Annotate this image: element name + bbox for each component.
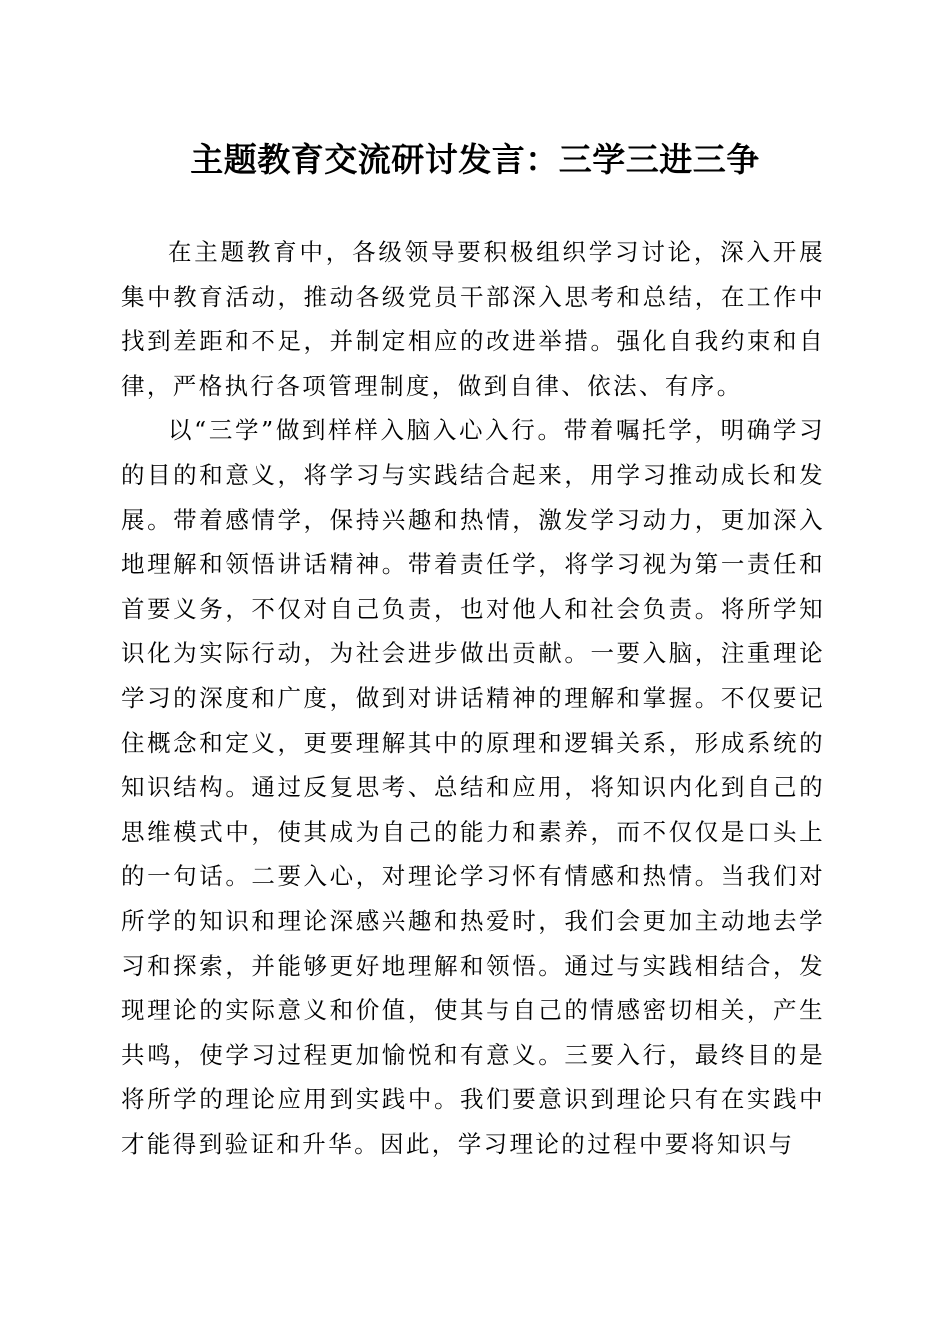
- paragraph-intro: 在主题教育中，各级领导要积极组织学习讨论，深入开展集中教育活动，推动各级党员干部深入思考和总结，在工作中找到差距和不足，并制定相应的改进举措。强化自我约束和自律，严格执行各项管理制度，做到自律、依法、有序。: [121, 238, 825, 400]
- document-title: 主题教育交流研讨发言：三学三进三争: [190, 140, 760, 179]
- document-body: [121, 230, 825, 1166]
- paragraph-san-xue: 以“三学”做到样样入脑入心入行。带着嘱托学，明确学习的目的和意义，将学习与实践结合起来，用学习推动成长和发展。带着感情学，保持兴趣和热情，激发学习动力，更加深入地理解和领悟讲话精神。带着责任学，将学习视为第一责任和首要义务，不仅对自己负责，也对他人和社会负责。将所学知识化为实际行动，为社会进步做出贡献。一要入脑，注重理论学习的深度和广度，做到对讲话精神的理解和掌握。不仅要记住概念和定义，更要理解其中的原理和逻辑关系，形成系统的知识结构。通过反复思考、总结和应用，将知识内化到自己的思维模式中，使其成为自己的能力和素养，而不仅仅是口头上的一句话。二要入心，对理论学习怀有情感和热情。当我们对所学的知识和理论深感兴趣和热爱时，我们会更加主动地去学习和探索，并能够更好地理解和领悟。通过与实践相结合，发现理论的实际意义和价值，使其与自己的情感密切相关，产生共鸣，使学习过程更加愉悦和有意义。三要入行，最终目的是将所学的理论应用到实践中。我们要意识到理论只有在实践中才能得到验证和升华。因此，学习理论的过程中要将知识与: [121, 416, 825, 1158]
